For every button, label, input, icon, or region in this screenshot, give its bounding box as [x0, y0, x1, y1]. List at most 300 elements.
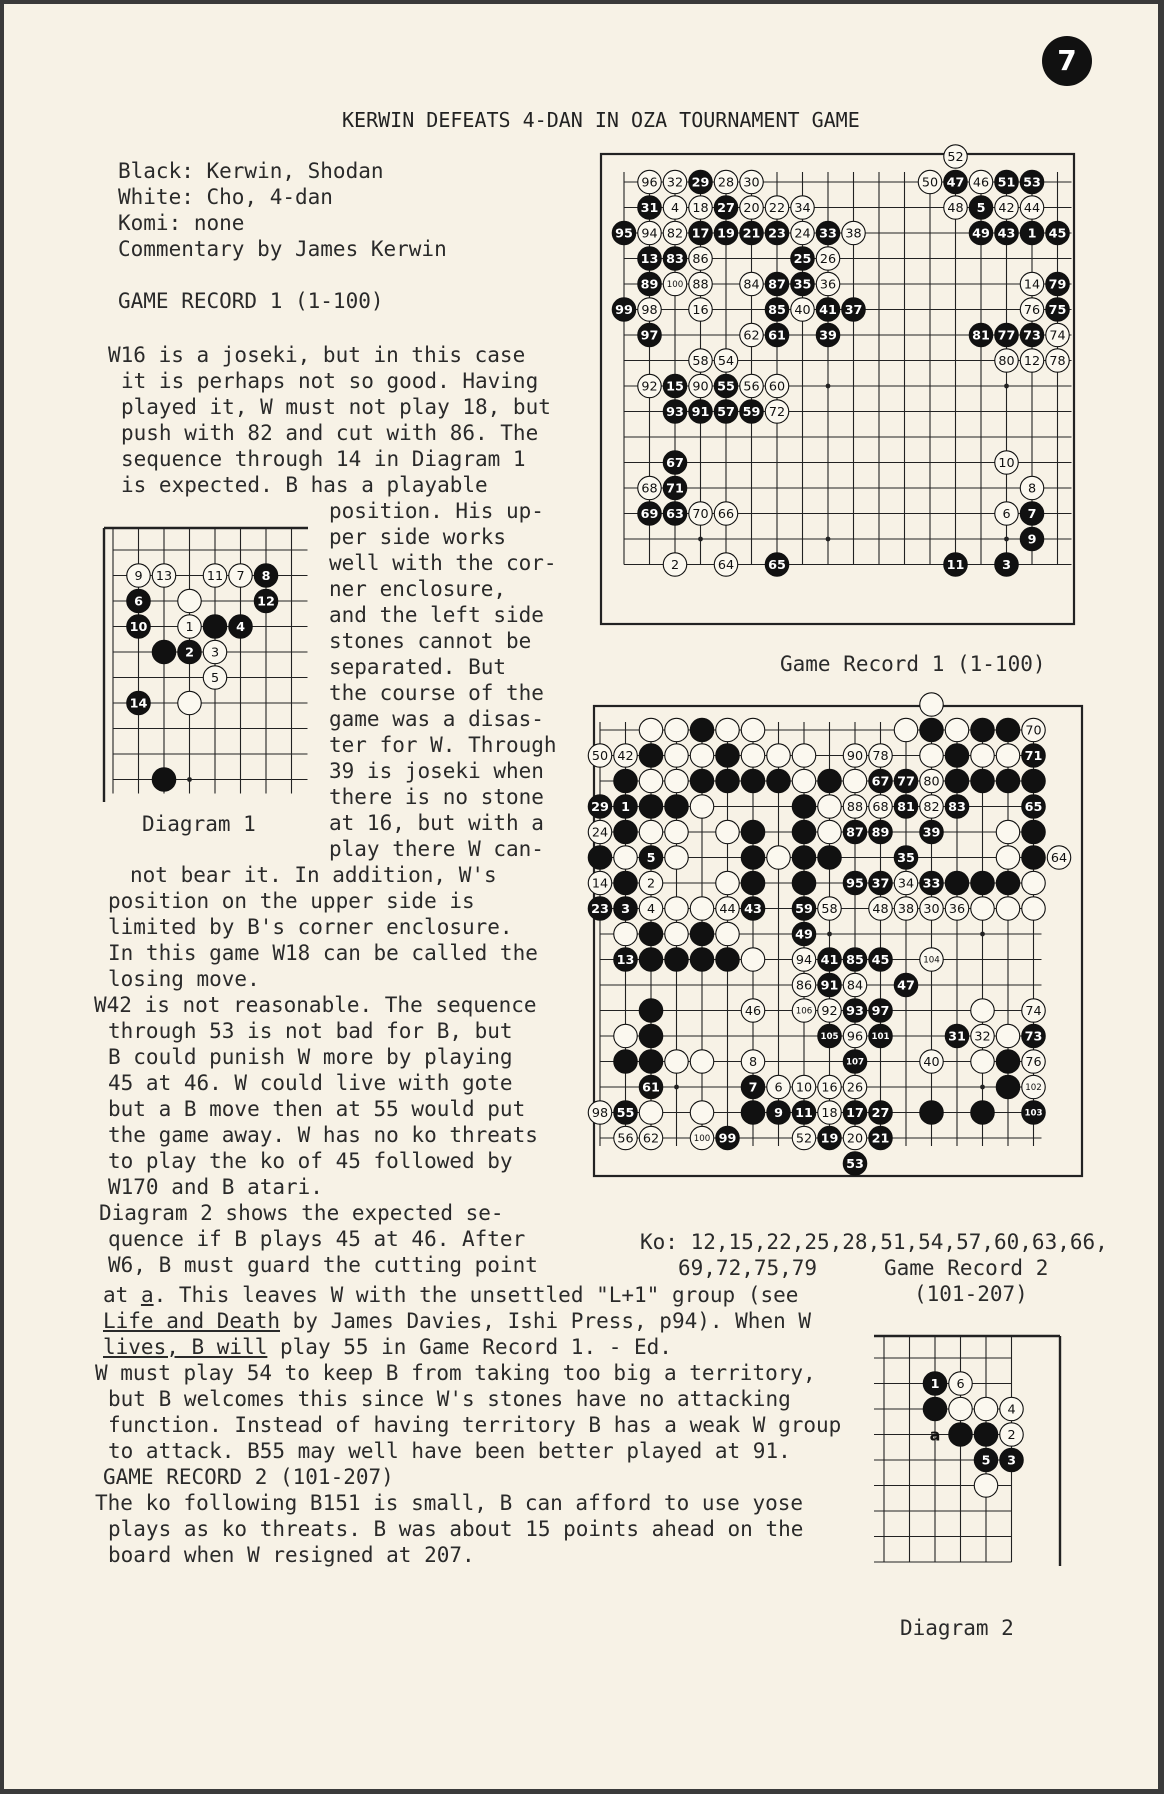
stone-number: 83 [666, 252, 684, 268]
article-title: KERWIN DEFEATS 4-DAN IN OZA TOURNAMENT GAME [342, 108, 860, 132]
point-a-ref: a [140, 1283, 154, 1307]
white-stone [971, 1050, 994, 1073]
white-stone [716, 871, 739, 894]
text-line: plays as ko threats. B was about 15 points ahead on the [108, 1517, 804, 1541]
white-stone [971, 897, 994, 920]
stone-number: 37 [844, 303, 863, 319]
white-stone [665, 820, 688, 843]
white-stone [639, 1101, 662, 1124]
white-stone [639, 718, 662, 741]
black-stone [665, 948, 688, 971]
black-stone [945, 769, 968, 792]
stone-number: 57 [717, 405, 735, 421]
stone-number: 10 [129, 620, 148, 636]
stone-number: 56 [743, 379, 760, 395]
stone-number: 14 [129, 696, 148, 712]
stone-number: 13 [640, 252, 659, 268]
stone-number: 39 [819, 328, 837, 344]
black-stone [792, 795, 815, 818]
star-point [827, 932, 832, 937]
black-stone [971, 1101, 994, 1124]
text-line: position. His up- [329, 499, 544, 523]
stone-number: 97 [640, 328, 659, 344]
line-a-suffix: . This leaves W with the unsettled "L+1" group (see [153, 1283, 799, 1307]
star-point [187, 777, 192, 782]
stone-number: 6 [956, 1377, 965, 1393]
white-stone [741, 718, 764, 741]
white-stone [639, 820, 662, 843]
stone-number: 53 [1023, 175, 1041, 191]
stone-number: 81 [972, 328, 990, 344]
stone-number: 7 [1027, 507, 1037, 523]
text-line: through 53 is not bad for B, but [108, 1019, 513, 1043]
stone-number: 16 [821, 1080, 838, 1096]
stone-number: 11 [946, 558, 965, 574]
stone-number: 64 [717, 558, 735, 574]
text-line: game was a disas- [329, 707, 544, 731]
white-stone [1022, 871, 1045, 894]
stone-number: 101 [871, 1032, 890, 1043]
text-line: push with 82 and cut with 86. The [121, 421, 539, 445]
text-line: but a B move then at 55 would put [108, 1097, 526, 1121]
black-stone [614, 769, 637, 792]
stone-number: 45 [871, 953, 890, 969]
black-stone [818, 846, 841, 869]
black-stone [971, 718, 994, 741]
stone-number: 46 [972, 175, 990, 191]
star-point [980, 932, 985, 937]
black-stone [690, 948, 713, 971]
white-stone [996, 744, 1019, 767]
black-stone [614, 871, 637, 894]
text-line: position on the upper side is [108, 889, 475, 913]
text-line: limited by B's corner enclosure. [108, 915, 513, 939]
stone-number: 95 [615, 226, 633, 242]
stone-number: 75 [1048, 303, 1067, 319]
text-line: play there W can- [329, 837, 544, 861]
stone-number: 10 [795, 1080, 813, 1096]
black-stone [923, 1397, 946, 1420]
game-record-1-caption: Game Record 1 (1-100) [780, 652, 1046, 676]
white-stone [614, 922, 637, 945]
stone-number: 104 [923, 955, 940, 966]
black-stone [974, 1423, 997, 1446]
text-line: per side works [329, 525, 507, 549]
text-line: well with the cor- [329, 551, 557, 575]
stone-number: 35 [897, 851, 915, 867]
white-stone [741, 948, 764, 971]
text-line: board when W resigned at 207. [108, 1543, 475, 1567]
white-stone [996, 820, 1019, 843]
black-stone [690, 922, 713, 945]
white-stone [843, 769, 866, 792]
text-line: not bear it. In addition, W's [130, 863, 497, 887]
text-line: function. Instead of having territory B has a weak W group [108, 1413, 842, 1437]
black-stone [716, 744, 739, 767]
stone-number: 7 [236, 569, 245, 585]
stone-number: 24 [591, 825, 609, 841]
white-stone [690, 897, 713, 920]
white-stone [920, 693, 943, 716]
stone-number: 44 [719, 902, 736, 918]
stone-number: 80 [923, 774, 940, 790]
stone-number: 44 [1023, 201, 1041, 217]
stone-number: 59 [742, 405, 761, 421]
stone-number: 39 [922, 825, 941, 841]
stone-number: 80 [998, 354, 1015, 370]
text-line: W42 is not reasonable. The sequence [94, 993, 537, 1017]
stone-number: 76 [1025, 1055, 1042, 1071]
white-stone [716, 922, 739, 945]
stone-number: 83 [948, 800, 966, 816]
text-line: to attack. B55 may well have been better played at 91. [108, 1439, 791, 1463]
stone-number: 86 [692, 252, 709, 268]
stone-number: 10 [998, 456, 1015, 472]
stone-number: 74 [1025, 1004, 1042, 1020]
stone-number: 68 [641, 481, 658, 497]
white-stone [1022, 897, 1045, 920]
stone-number: 6 [774, 1080, 783, 1096]
text-line: W6, B must guard the cutting point [108, 1253, 538, 1277]
stone-number: 71 [1024, 749, 1043, 765]
stone-number: 1 [621, 800, 630, 816]
white-stone [614, 1024, 637, 1047]
stone-number: 85 [846, 953, 864, 969]
stone-number: 32 [974, 1029, 991, 1045]
black-stone [741, 1101, 764, 1124]
stone-number: 2 [1007, 1428, 1016, 1444]
stone-number: 36 [819, 277, 837, 293]
stone-number: 2 [646, 876, 656, 892]
white-stone [945, 718, 968, 741]
stone-number: 78 [872, 749, 889, 765]
stone-number: 98 [591, 1106, 609, 1122]
white-stone [690, 744, 713, 767]
stone-number: 37 [871, 876, 890, 892]
komi: Komi: none [118, 211, 245, 235]
stone-number: 91 [691, 405, 710, 421]
stone-number: 107 [845, 1057, 865, 1068]
book-rest: by James Davies, Ishi Press, p94). When W [280, 1309, 812, 1333]
stone-number: 84 [743, 277, 760, 293]
stone-number: 89 [640, 277, 659, 293]
diagram-1-board [102, 518, 312, 804]
text-line: losing move. [108, 967, 260, 991]
stone-number: 70 [692, 507, 709, 523]
stone-number: 18 [821, 1106, 838, 1122]
black-stone [716, 769, 739, 792]
text-line: it is perhaps not so good. Having [121, 369, 539, 393]
page [4, 4, 1158, 1789]
white-stone [639, 769, 662, 792]
stone-number: 41 [820, 953, 839, 969]
stone-number: 1 [930, 1377, 940, 1393]
black-player: Black: Kerwin, Shodan [118, 159, 384, 183]
white-stone [792, 744, 815, 767]
stone-number: 97 [871, 1004, 890, 1020]
stone-number: 48 [947, 201, 964, 217]
black-stone [792, 871, 815, 894]
stone-number: 26 [819, 252, 837, 268]
stone-number: 99 [615, 303, 633, 319]
white-stone [818, 795, 841, 818]
stone-number: 49 [972, 226, 990, 242]
black-stone [949, 1423, 972, 1446]
stone-number: 12 [1023, 354, 1041, 370]
stone-number: 88 [692, 277, 709, 293]
stone-number: 67 [666, 456, 684, 472]
stone-number: 100 [666, 280, 684, 291]
white-stone [818, 820, 841, 843]
black-stone [639, 922, 662, 945]
stone-number: 88 [846, 800, 864, 816]
black-stone [690, 769, 713, 792]
star-point [826, 384, 831, 389]
black-stone [716, 948, 739, 971]
black-stone [971, 769, 994, 792]
white-stone [665, 897, 688, 920]
stone-number: 35 [793, 277, 812, 293]
white-stone [716, 718, 739, 741]
stone-number: 102 [1025, 1083, 1042, 1094]
stone-number: 71 [666, 481, 684, 497]
stone-number: 4 [646, 902, 656, 918]
stone-number: 60 [768, 379, 786, 395]
stone-number: 17 [691, 226, 710, 242]
text-line: the game away. W has no ko threats [108, 1123, 538, 1147]
black-stone [690, 718, 713, 741]
stone-number: 42 [998, 201, 1015, 217]
stone-number: 1 [1027, 226, 1037, 242]
stone-number: 19 [717, 226, 735, 242]
stone-number: 49 [795, 927, 813, 943]
stone-number: 21 [871, 1131, 890, 1147]
stone-number: 13 [155, 569, 173, 585]
stone-number: 67 [871, 774, 890, 790]
stone-number: 69 [640, 507, 659, 523]
lives-rest: play 55 in Game Record 1. - Ed. [267, 1335, 672, 1359]
lives-underlined: lives, B will [103, 1335, 268, 1359]
stone-number: 31 [640, 201, 659, 217]
stone-number: 29 [691, 175, 710, 191]
black-stone [792, 846, 815, 869]
text-line: the course of the [329, 681, 544, 705]
page-number: 7 [1042, 36, 1092, 86]
stone-number: 8 [261, 569, 271, 585]
stone-number: 94 [795, 953, 813, 969]
black-stone [639, 999, 662, 1022]
stone-number: 15 [666, 379, 684, 395]
stone-number: 27 [717, 201, 735, 217]
stone-number: 42 [617, 749, 634, 765]
white-stone [894, 718, 917, 741]
stone-number: 94 [641, 226, 658, 242]
stone-number: 99 [718, 1131, 737, 1147]
stone-number: 1 [185, 620, 194, 636]
text-line: quence if B plays 45 at 46. After [108, 1227, 526, 1251]
white-stone [767, 744, 790, 767]
black-stone [996, 769, 1019, 792]
white-stone [792, 769, 815, 792]
black-stone [996, 871, 1019, 894]
stone-number: 20 [743, 201, 760, 217]
stone-number: 76 [1023, 303, 1041, 319]
black-stone [945, 871, 968, 894]
stone-number: 78 [1049, 354, 1066, 370]
stone-number: 33 [819, 226, 837, 242]
stone-number: 90 [846, 749, 864, 765]
star-point [1004, 537, 1009, 542]
body-line-a [103, 1282, 798, 1308]
black-stone [996, 718, 1019, 741]
white-stone [767, 846, 790, 869]
stone-number: 6 [134, 594, 143, 610]
black-stone [920, 1101, 943, 1124]
white-stone [974, 1474, 997, 1497]
stone-number: 26 [846, 1080, 864, 1096]
star-point [698, 537, 703, 542]
black-stone [639, 948, 662, 971]
stone-number: 4 [1007, 1402, 1016, 1418]
body-line-book [103, 1308, 811, 1334]
game-record-2-range: (101-207) [914, 1282, 1028, 1306]
stone-number: 77 [897, 774, 915, 790]
stone-number: 79 [1048, 277, 1067, 293]
stone-number: 63 [666, 507, 684, 523]
black-stone [971, 871, 994, 894]
stone-number: 51 [997, 175, 1016, 191]
white-stone [716, 820, 739, 843]
stone-number: 87 [768, 277, 786, 293]
white-stone [690, 1101, 713, 1124]
stone-number: 105 [820, 1032, 839, 1043]
stone-number: 56 [617, 1131, 634, 1147]
text-line: ter for W. Through [329, 733, 557, 757]
text-line: but B welcomes this since W's stones have no attacking [108, 1387, 791, 1411]
stone-number: 65 [1024, 800, 1043, 816]
stone-number: 4 [670, 201, 680, 217]
stone-number: 13 [616, 953, 635, 969]
stone-number: 43 [744, 902, 762, 918]
black-stone [996, 1050, 1019, 1073]
stone-number: 22 [768, 201, 786, 217]
stone-number: 61 [768, 328, 786, 344]
black-stone [639, 795, 662, 818]
stone-number: 90 [692, 379, 709, 395]
stone-number: 40 [923, 1055, 940, 1071]
stone-number: 61 [642, 1080, 660, 1096]
text-line: W must play 54 to keep B from taking too big a territory, [95, 1361, 816, 1385]
stone-number: 24 [794, 226, 811, 242]
stone-number: 96 [641, 175, 658, 191]
black-stone [741, 846, 764, 869]
stone-number: 12 [257, 594, 275, 610]
stone-number: 34 [897, 876, 915, 892]
diagram-1-caption: Diagram 1 [142, 812, 256, 836]
white-stone [665, 718, 688, 741]
point-a-label: a [929, 1425, 941, 1445]
stone-number: 106 [795, 1006, 813, 1017]
body-line-lives [103, 1334, 672, 1360]
stone-number: 23 [768, 226, 786, 242]
stone-number: 93 [666, 405, 684, 421]
black-stone [767, 769, 790, 792]
black-stone [614, 820, 637, 843]
black-stone [614, 1050, 637, 1073]
stone-number: 66 [717, 507, 735, 523]
stone-number: 25 [793, 252, 812, 268]
stone-number: 5 [210, 671, 220, 687]
text-line: stones cannot be [329, 629, 532, 653]
black-stone [203, 615, 226, 638]
black-stone [639, 1024, 662, 1047]
white-stone [178, 691, 201, 714]
stone-number: 92 [641, 379, 658, 395]
text-line: and the left side [329, 603, 544, 627]
stone-number: 58 [692, 354, 709, 370]
stone-number: 70 [1025, 723, 1042, 739]
white-stone [690, 1050, 713, 1073]
white-stone [741, 744, 764, 767]
stone-number: 48 [872, 902, 889, 918]
stone-number: 21 [742, 226, 761, 242]
stone-number: 3 [621, 902, 630, 918]
white-player: White: Cho, 4-dan [118, 185, 333, 209]
stone-number: 74 [1049, 328, 1066, 344]
black-stone [996, 1075, 1019, 1098]
black-stone [1022, 846, 1045, 869]
stone-number: 77 [997, 328, 1016, 344]
stone-number: 9 [774, 1106, 783, 1122]
stone-number: 30 [923, 902, 940, 918]
stone-number: 33 [922, 876, 941, 892]
stone-number: 86 [795, 978, 813, 994]
stone-number: 7 [748, 1080, 758, 1096]
black-stone [152, 768, 175, 791]
stone-number: 65 [768, 558, 786, 574]
white-stone [665, 744, 688, 767]
black-stone [741, 871, 764, 894]
text-line: The ko following B151 is small, B can afford to use yose [95, 1491, 804, 1515]
stone-number: 62 [642, 1131, 660, 1147]
stone-number: 95 [846, 876, 864, 892]
stone-number: 47 [897, 978, 915, 994]
stone-number: 4 [236, 620, 245, 636]
stone-number: 3 [1007, 1453, 1016, 1469]
stone-number: 72 [768, 405, 786, 421]
stone-number: 19 [820, 1131, 839, 1147]
stone-number: 64 [1050, 851, 1068, 867]
text-line: B could punish W more by playing [108, 1045, 513, 1069]
stone-number: 11 [206, 569, 224, 585]
text-line: W170 and B atari. [108, 1175, 323, 1199]
section-heading-2: GAME RECORD 2 (101-207) [103, 1465, 394, 1489]
stone-number: 14 [1023, 277, 1041, 293]
stone-number: 3 [1002, 558, 1011, 574]
stone-number: 30 [743, 175, 760, 191]
stone-number: 5 [976, 201, 986, 217]
stone-number: 18 [692, 201, 709, 217]
text-line: sequence through 14 in Diagram 1 [121, 447, 526, 471]
stone-number: 11 [795, 1106, 813, 1122]
white-stone [974, 1397, 997, 1420]
stone-number: 85 [768, 303, 786, 319]
stone-number: 50 [591, 749, 609, 765]
text-line: 39 is joseki when [329, 759, 544, 783]
stone-number: 23 [591, 902, 609, 918]
stone-number: 98 [641, 303, 658, 319]
black-stone [1022, 769, 1045, 792]
